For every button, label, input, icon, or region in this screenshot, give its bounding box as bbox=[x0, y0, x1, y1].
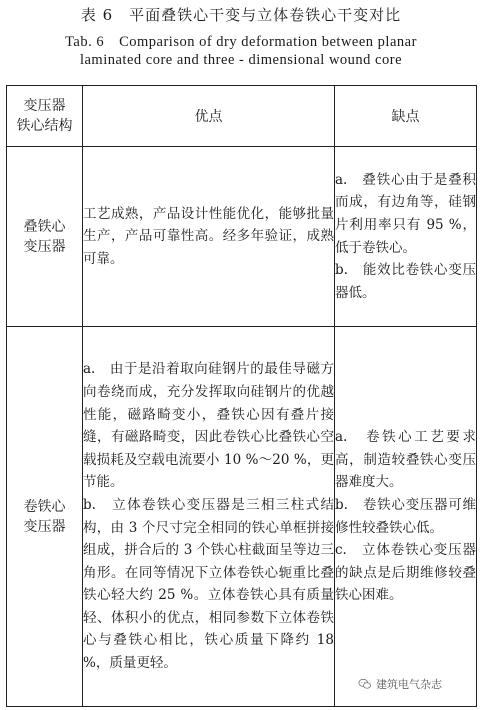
table-caption-cn: 表 6 平面叠铁心干变与立体卷铁心干变对比 bbox=[80, 6, 402, 24]
table-row-laminated-core bbox=[7, 147, 477, 327]
header-structure bbox=[7, 86, 83, 147]
table-header-row bbox=[7, 86, 477, 147]
header-pros: 优点 bbox=[83, 86, 335, 147]
table-caption-en-line2: laminated core and three - dimensional wound core bbox=[79, 52, 403, 68]
cons-item-a: a. 叠铁心由于是叠积而成，有边角等，硅钢片利用率只有 95 %，低于卷铁心。 bbox=[335, 171, 476, 256]
wechat-icon bbox=[358, 677, 372, 691]
pros-cell-wound bbox=[83, 327, 335, 707]
cons-item-b: b. 卷铁心变压器可维修性较叠铁心低。 bbox=[335, 496, 476, 536]
watermark-text: 建筑电气杂志 bbox=[376, 678, 442, 691]
row-structure-wound bbox=[7, 327, 83, 707]
cons-cell-laminated bbox=[335, 147, 477, 327]
cons-item-b: b. 能效比卷铁心变压器低。 bbox=[335, 262, 476, 301]
watermark bbox=[358, 676, 442, 692]
pros-item-b: b. 立体卷铁心变压器是三相三柱式结构，由 3 个尺寸完全相同的铁心单框拼接组成，拼合后的 3 个铁心柱截面呈等边三角形。在同等情况下立体卷铁心轭重比叠铁心轻大约 25 %。立体卷铁心具有质量轻、体积小的优点，相同参数下立体卷铁心与叠铁心相比，铁心质量下降约 18 %，质量更轻。 bbox=[83, 496, 334, 672]
cons-item-a: a. 卷铁心工艺要求高，制造较叠铁心变压器难度大。 bbox=[335, 429, 476, 491]
row-structure-line2: 变压器 bbox=[23, 238, 66, 255]
table-row-wound-core bbox=[7, 327, 477, 707]
row-structure-line1: 卷铁心 bbox=[23, 498, 66, 515]
row-structure-line1: 叠铁心 bbox=[23, 218, 66, 235]
header-structure-line2: 铁心结构 bbox=[16, 118, 73, 134]
pros-paragraph: 工艺成熟，产品设计性能优化，能够批量生产，产品可靠性高。经多年验证，成熟可靠。 bbox=[83, 205, 334, 267]
row-structure-line2: 变压器 bbox=[23, 518, 66, 535]
pros-cell-laminated bbox=[83, 147, 335, 327]
table-caption-en-line1: Tab. 6 Comparison of dry deformation between planar bbox=[65, 34, 417, 50]
pros-item-a: a. 由于是沿着取向硅钢片的最佳导磁方向卷绕而成，充分发挥取向硅钢片的优越性能，磁路畸变小，叠铁心因有叠片接缝，有磁路畸变，因此卷铁心比叠铁心空载损耗及空载电流要小 10 %～20 %，更节能。 bbox=[83, 361, 334, 491]
comparison-table bbox=[6, 85, 477, 707]
row-structure-laminated bbox=[7, 147, 83, 327]
cons-cell-wound bbox=[335, 327, 477, 707]
cons-item-c: c. 立体卷铁心变压器的缺点是后期维修较叠铁心困难。 bbox=[335, 542, 476, 604]
header-structure-line1: 变压器 bbox=[23, 98, 66, 114]
header-cons: 缺点 bbox=[335, 86, 477, 147]
